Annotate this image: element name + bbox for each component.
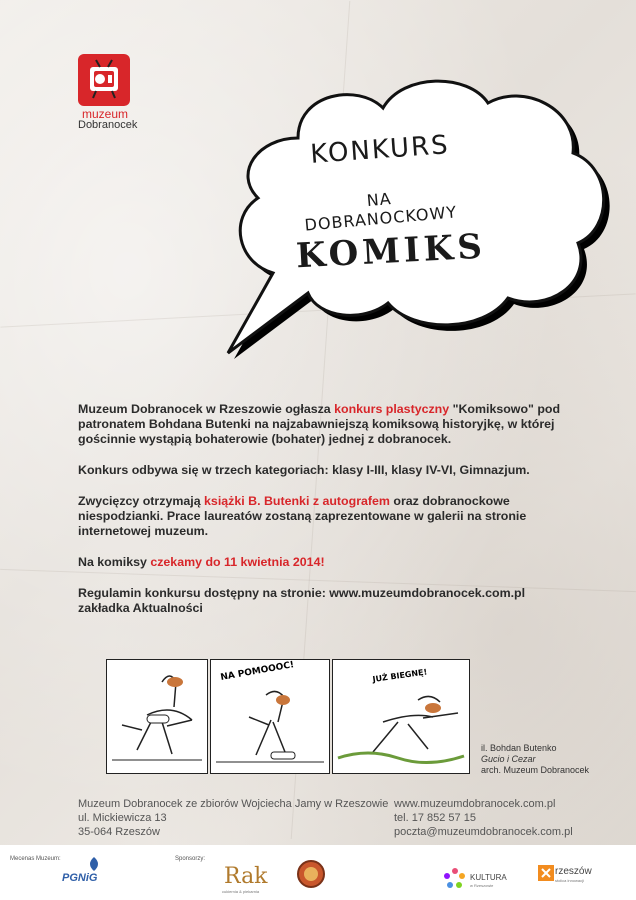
kultura-subtitle: w Rzeszowie [470,883,494,888]
kultura-logo: KULTURA [470,873,507,882]
paragraph-rules: Regulamin konkursu dostępny na stronie: www.muzeumdobranocek.com.pl zakładka Aktualności [78,586,526,615]
intro-text-rest: "Komiksowo" pod patronatem Bohdana Butenki na najzabawniejszą komiksową historyjkę, w której gościnnie wystąpią bohaterowie (bohater) jednej z dobranocek. [78,402,561,446]
rzeszow-subtitle: stolica innowacji [555,878,584,883]
cloud-title-dobranockowy: NA DOBRANOCKOWY [303,188,458,235]
comic-reply-text: JUŻ BIEGNĘ! [372,667,428,684]
footer-address [78,797,388,839]
footer-website-link[interactable]: www.muzeumdobranocek.com.pl [394,798,556,810]
comic-panel-3 [332,659,470,774]
cloud-title-komiks: KOMIKS [295,226,487,277]
comic-shout-text: NA POMOOOC! [219,660,295,683]
paragraph-deadline [78,555,578,570]
caption-title-text: Gucio i Cezar [481,754,536,764]
footer-email-link[interactable]: poczta@muzeumdobranocek.com.pl [394,826,573,838]
prizes-text: Zwycięzcy otrzymają [78,494,205,508]
footer-city: 35-064 Rzeszów [78,826,160,838]
dog-running-help-icon [333,660,469,773]
logo-text-dobranocek: Dobranocek [78,119,138,131]
prizes-highlight: książki B. Butenki z autografem [204,494,390,508]
rak-subtitle: cukiernia & piekarnia [222,889,260,894]
announcement-text [78,402,578,632]
comic-panel-2 [210,659,330,774]
tv-logo-icon [78,54,130,106]
paragraph-categories: Konkurs odbywa się w trzech kategoriach: klasy I-III, klasy IV-VI, Gimnazjum. [78,463,530,477]
prizes-text-rest: oraz dobranockowe niespodzianki. Prace laureatów zostaną zaprezentowane w galerii na stronie internetowej muzeum. [78,494,527,538]
pgnig-logo: PGNiG [62,872,98,884]
footer-street: ul. Mickiewicza 13 [78,812,167,824]
patron-label: Mecenas Muzeum: [10,856,61,862]
pgnig-flame-icon [84,856,104,872]
intro-text: Muzeum Dobranocek w Rzeszowie ogłasza [78,402,335,416]
logo-text-muzeum: muzeum [81,107,128,121]
deadline-highlight: czekamy do 11 kwietnia 2014! [150,555,325,569]
comic-caption [481,743,589,776]
sponsors-label: Sponsorzy: [175,856,206,862]
intro-highlight: konkurs plastyczny [334,402,450,416]
footer-contact [394,797,573,839]
cloud-title-konkurs: KONKURS [309,130,451,170]
footer-museum-name: Muzeum Dobranocek ze zbiorów Wojciecha Jamy w Rzeszowie [78,798,389,810]
paragraph-prizes [78,494,578,539]
caption-archive: arch. Muzeum Dobranocek [481,765,590,775]
rzeszow-logo: rzeszów [555,866,592,877]
kultura-star-icon [443,866,467,890]
rzeszow-logo-icon [538,865,554,881]
museum-logo [78,54,138,131]
footer-phone: tel. 17 852 57 15 [394,812,476,824]
paragraph-intro [78,402,578,447]
sponsor-badge-icon [296,859,326,889]
dog-shouting-icon [211,660,329,773]
caption-title [481,754,589,765]
caption-illustrator: il. Bohdan Butenko [481,743,557,753]
rak-logo: Rak [224,864,268,889]
deadline-text: Na komiksy [78,555,151,569]
dog-running-icon [107,660,207,773]
comic-panel-1 [106,659,208,774]
